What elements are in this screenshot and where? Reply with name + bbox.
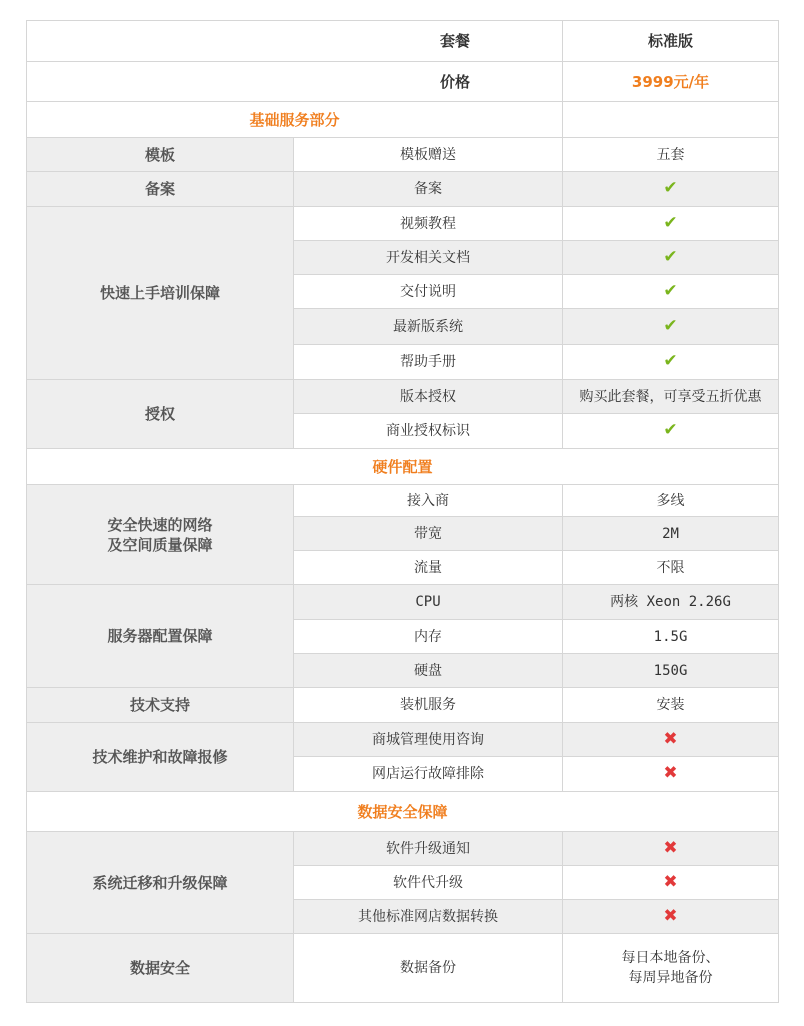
- item-bandwidth: 带宽: [294, 517, 563, 551]
- price-row: [27, 62, 779, 102]
- item-dev-docs: 开发相关文档: [294, 241, 563, 275]
- category-network: [27, 485, 294, 585]
- value-cell: [563, 172, 779, 207]
- value-cell: [563, 866, 779, 900]
- price-label: 价格: [27, 62, 563, 102]
- cross-icon: ✖: [663, 837, 678, 858]
- section-title-data-security: 数据安全保障: [27, 792, 779, 832]
- item-version-license: 版本授权: [294, 380, 563, 414]
- category-maintenance: 技术维护和故障报修: [27, 723, 294, 792]
- value-isp: 多线: [563, 485, 779, 517]
- value-cell: [563, 275, 779, 309]
- table-row: [27, 172, 779, 207]
- item-isp: 接入商: [294, 485, 563, 517]
- item-cpu: CPU: [294, 585, 563, 620]
- item-disk: 硬盘: [294, 654, 563, 688]
- value-disk: 150G: [563, 654, 779, 688]
- category-data-security: 数据安全: [27, 934, 294, 1003]
- section-title-basic: 基础服务部分: [27, 102, 563, 138]
- item-traffic: 流量: [294, 551, 563, 585]
- value-cell: [563, 832, 779, 866]
- value-cell: [563, 900, 779, 934]
- value-cell: [563, 207, 779, 241]
- check-icon: ✔: [663, 280, 678, 301]
- category-license: 授权: [27, 380, 294, 449]
- value-cell: [563, 414, 779, 449]
- value-memory: 1.5G: [563, 620, 779, 654]
- cross-icon: ✖: [663, 905, 678, 926]
- category-tech-support: 技术支持: [27, 688, 294, 723]
- package-label: 套餐: [27, 21, 563, 62]
- category-filing: 备案: [27, 172, 294, 207]
- item-latest-system: 最新版系统: [294, 309, 563, 345]
- value-traffic: 不限: [563, 551, 779, 585]
- item-mall-consulting: 商城管理使用咨询: [294, 723, 563, 757]
- empty-cell: [563, 102, 779, 138]
- section-row-basic: [27, 102, 779, 138]
- cross-icon: ✖: [663, 728, 678, 749]
- item-installation: 装机服务: [294, 688, 563, 723]
- item-upgrade-notice: 软件升级通知: [294, 832, 563, 866]
- value-backup-line2: 每周异地备份: [628, 970, 713, 986]
- value-cell: [563, 757, 779, 792]
- item-memory: 内存: [294, 620, 563, 654]
- item-upgrade-service: 软件代升级: [294, 866, 563, 900]
- edition-name: 标准版: [563, 21, 779, 62]
- item-video-tutorial: 视频教程: [294, 207, 563, 241]
- check-icon: ✔: [663, 351, 678, 371]
- item-data-backup: 数据备份: [294, 934, 563, 1003]
- header-row: [27, 21, 779, 62]
- check-icon: ✔: [663, 246, 678, 267]
- value-cell: [563, 723, 779, 757]
- value-cell: [563, 241, 779, 275]
- value-cpu: 两核 Xeon 2.26G: [563, 585, 779, 620]
- cross-icon: ✖: [663, 871, 678, 892]
- value-bandwidth: 2M: [563, 517, 779, 551]
- table-row: [27, 723, 779, 757]
- category-server: 服务器配置保障: [27, 585, 294, 688]
- value-cell: [563, 309, 779, 345]
- check-icon: ✔: [663, 420, 678, 440]
- value-installation: 安装: [563, 688, 779, 723]
- table-row: [27, 138, 779, 172]
- table-row: [27, 832, 779, 866]
- value-license-discount: 购买此套餐，可享受五折优惠: [563, 380, 779, 414]
- value-data-backup: [563, 934, 779, 1003]
- table-row: [27, 934, 779, 1003]
- value-backup-line1: 每日本地备份、: [621, 950, 720, 966]
- table-row: [27, 380, 779, 414]
- cross-icon: ✖: [663, 763, 678, 783]
- item-help-manual: 帮助手册: [294, 345, 563, 380]
- section-row-data-security: [27, 792, 779, 832]
- check-icon: ✔: [663, 212, 678, 233]
- value-template-count: 五套: [563, 138, 779, 172]
- item-data-conversion: 其他标准网店数据转换: [294, 900, 563, 934]
- item-fault-troubleshooting: 网店运行故障排除: [294, 757, 563, 792]
- section-title-hardware: 硬件配置: [27, 449, 779, 485]
- item-filing: 备案: [294, 172, 563, 207]
- table-row: [27, 485, 779, 517]
- item-template-gift: 模板赠送: [294, 138, 563, 172]
- price-value: 3999元/年: [563, 62, 779, 102]
- value-cell: [563, 345, 779, 380]
- category-template: 模板: [27, 138, 294, 172]
- table-row: [27, 585, 779, 620]
- table-row: [27, 688, 779, 723]
- item-commercial-license: 商业授权标识: [294, 414, 563, 449]
- check-icon: ✔: [663, 315, 678, 336]
- check-icon: ✔: [663, 178, 678, 198]
- category-network-line1: 安全快速的网络: [107, 515, 213, 534]
- category-migration: 系统迁移和升级保障: [27, 832, 294, 934]
- section-row-hardware: [27, 449, 779, 485]
- category-network-line2: 及空间质量保障: [107, 535, 213, 554]
- item-delivery-notes: 交付说明: [294, 275, 563, 309]
- table-row: [27, 207, 779, 241]
- category-training: 快速上手培训保障: [27, 207, 294, 380]
- package-comparison-table: [26, 20, 779, 1003]
